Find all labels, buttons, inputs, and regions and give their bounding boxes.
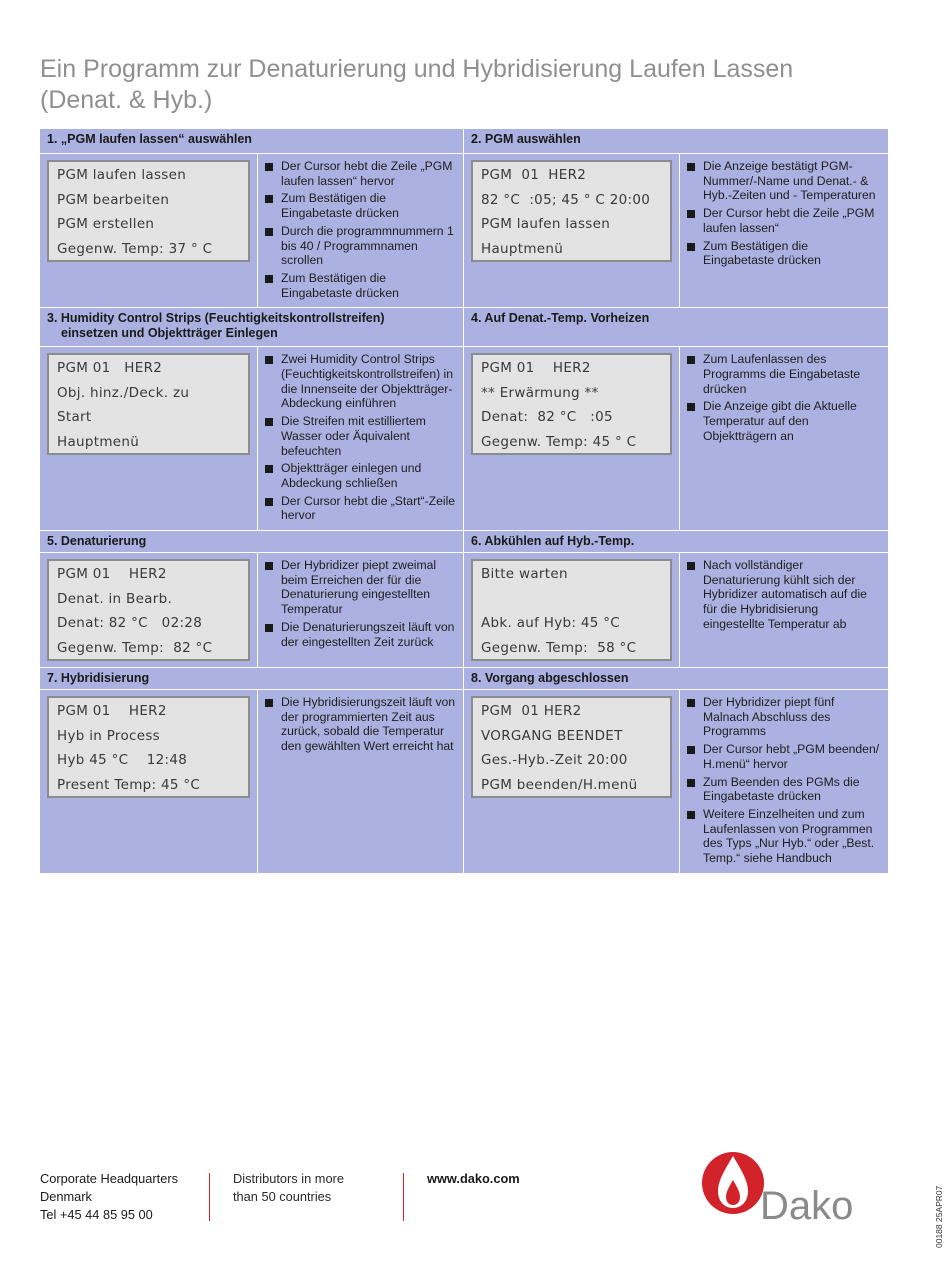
notes-cell bbox=[258, 553, 464, 668]
lcd-display bbox=[471, 696, 672, 798]
display-line: Gegenw. Temp: 37 ° C bbox=[57, 240, 213, 257]
display-line: Denat. in Bearb. bbox=[57, 590, 173, 607]
note-item: Weitere Einzelheiten und zum Laufenlassen von Programmen des Typs „Nur Hyb.“ oder „Best. Temp.“ siehe Handbuch bbox=[686, 807, 881, 866]
step-heading-line-2: einsetzen und Objektträger Einlegen bbox=[61, 326, 278, 341]
display-line: PGM 01 HER2 bbox=[57, 566, 167, 583]
note-item: Zum Beenden des PGMs die Eingabetaste drücken bbox=[686, 775, 881, 804]
lcd-display bbox=[47, 696, 250, 798]
notes-list bbox=[264, 159, 456, 300]
document-number bbox=[925, 1160, 950, 1250]
display-line: PGM 01 HER2 bbox=[481, 360, 591, 377]
header-row bbox=[40, 308, 889, 347]
title-line-2: (Denat. & Hyb.) bbox=[40, 86, 213, 114]
footer-divider bbox=[209, 1173, 210, 1221]
display-cell bbox=[40, 154, 258, 308]
notes-cell bbox=[680, 154, 889, 308]
note-item: Zum Bestätigen die Eingabetaste drücken bbox=[686, 239, 881, 268]
display-cell bbox=[464, 553, 680, 668]
note-item: Der Cursor hebt die „Start“-Zeile hervor bbox=[264, 494, 456, 523]
hq-label: Corporate Headquarters bbox=[40, 1171, 178, 1186]
notes-list bbox=[264, 352, 456, 523]
content-row bbox=[40, 154, 889, 308]
website-link[interactable]: www.dako.com bbox=[427, 1171, 520, 1186]
note-item: Die Hybridisierungszeit läuft von der programmierten Zeit aus zurück, sobald die Temperatur den gewählten Wert erreicht hat bbox=[264, 695, 456, 754]
display-cell bbox=[40, 347, 258, 531]
note-item: Die Anzeige bestätigt PGM-Nummer/-Name und Denat.- & Hyb.-Zeiten und - Temperaturen bbox=[686, 159, 881, 203]
display-line: Bitte warten bbox=[481, 566, 568, 583]
note-item: Der Cursor hebt die Zeile „PGM laufen lassen“ hervor bbox=[264, 159, 456, 188]
display-line: PGM 01 HER2 bbox=[57, 360, 163, 377]
display-line: PGM bearbeiten bbox=[57, 191, 170, 208]
notes-list bbox=[686, 159, 881, 268]
notes-list bbox=[264, 695, 456, 754]
header-row bbox=[40, 531, 889, 553]
notes-list bbox=[686, 695, 881, 866]
display-line: ** Erwärmung ** bbox=[481, 384, 599, 401]
notes-cell bbox=[680, 347, 889, 531]
hq-country: Denmark bbox=[40, 1189, 92, 1204]
notes-list bbox=[686, 558, 881, 632]
notes-list bbox=[264, 558, 456, 649]
notes-cell bbox=[258, 690, 464, 874]
doc-number-text: 00188 25APR07 bbox=[934, 1185, 944, 1248]
display-line: Gegenw. Temp: 45 ° C bbox=[481, 433, 637, 450]
logo-text: Dako bbox=[760, 1184, 854, 1226]
step-heading: 6. Abkühlen auf Hyb.-Temp. bbox=[464, 531, 889, 553]
display-line: 82 °C :05; 45 ° C 20:00 bbox=[481, 191, 651, 208]
display-line: Hauptmenü bbox=[481, 240, 564, 257]
display-line: Abk. auf Hyb: 45 °C bbox=[481, 615, 620, 632]
note-item: Nach vollständiger Denaturierung kühlt sich der Hybridizer automatisch auf die für die Hybridisierung eingestellte Temperatur ab bbox=[686, 558, 881, 632]
note-item: Durch die programmnummern 1 bis 40 / Programmnamen scrollen bbox=[264, 224, 456, 268]
display-line: Gegenw. Temp: 58 °C bbox=[481, 639, 637, 656]
step-heading bbox=[40, 308, 464, 347]
display-line: VORGANG BEENDET bbox=[481, 727, 623, 744]
step-heading: 4. Auf Denat.-Temp. Vorheizen bbox=[464, 308, 889, 347]
display-line: Start bbox=[57, 409, 92, 426]
content-row bbox=[40, 690, 889, 874]
display-line: PGM laufen lassen bbox=[481, 216, 611, 232]
note-item: Die Anzeige gibt die Aktuelle Temperatur auf den Objektträgern an bbox=[686, 399, 881, 443]
display-line bbox=[481, 587, 662, 612]
display-cell bbox=[464, 347, 680, 531]
display-line: Hyb in Process bbox=[57, 727, 161, 744]
display-line: Ges.-Hyb.-Zeit 20:00 bbox=[481, 752, 628, 769]
lcd-display bbox=[47, 160, 250, 262]
note-item: Der Cursor hebt „PGM beenden/ H.menü“ hervor bbox=[686, 742, 881, 771]
note-item: Der Cursor hebt die Zeile „PGM laufen lassen“ bbox=[686, 206, 881, 235]
display-line: PGM 01 HER2 bbox=[481, 703, 582, 720]
notes-cell bbox=[680, 553, 889, 668]
lcd-display bbox=[471, 160, 672, 262]
procedure-table bbox=[39, 128, 889, 874]
note-item: Die Denaturierungszeit läuft von der eingestellten Zeit zurück bbox=[264, 620, 456, 649]
display-line: Obj. hinz./Deck. zu bbox=[57, 384, 190, 401]
display-cell bbox=[40, 553, 258, 668]
content-row bbox=[40, 553, 889, 668]
display-line: Present Temp: 45 °C bbox=[57, 776, 201, 793]
footer-distributors bbox=[233, 1170, 344, 1206]
note-item: Zwei Humidity Control Strips (Feuchtigkeitskontrollstreifen) in die Innenseite der Objektträger-Abdeckung einführen bbox=[264, 352, 456, 411]
step-heading: 7. Hybridisierung bbox=[40, 668, 464, 690]
display-line: Gegenw. Temp: 82 °C bbox=[57, 639, 213, 656]
display-line: PGM erstellen bbox=[57, 216, 155, 232]
step-heading-line-1: 3. Humidity Control Strips (Feuchtigkeitskontrollstreifen) bbox=[47, 311, 385, 326]
header-row bbox=[40, 668, 889, 690]
note-item: Objektträger einlegen und Abdeckung schließen bbox=[264, 461, 456, 490]
footer-divider bbox=[403, 1173, 404, 1221]
note-item: Zum Bestätigen die Eingabetaste drücken bbox=[264, 271, 456, 300]
display-cell bbox=[464, 154, 680, 308]
dist-line-1: Distributors in more bbox=[233, 1171, 344, 1186]
step-heading: 2. PGM auswählen bbox=[464, 129, 889, 154]
header-row bbox=[40, 129, 889, 154]
note-item: Der Hybridizer piept zweimal beim Erreichen der für die Denaturierung eingestellten Temperatur bbox=[264, 558, 456, 617]
lcd-display bbox=[47, 559, 250, 661]
display-line: Denat: 82 °C 02:28 bbox=[57, 615, 203, 632]
notes-list bbox=[686, 352, 881, 443]
lcd-display bbox=[471, 353, 672, 455]
display-line: Denat: 82 °C :05 bbox=[481, 409, 613, 426]
note-item: Zum Bestätigen die Eingabetaste drücken bbox=[264, 191, 456, 220]
display-line: PGM laufen lassen bbox=[57, 167, 187, 183]
note-item: Der Hybridizer piept fünf Malnach Abschluss des Programms bbox=[686, 695, 881, 739]
notes-cell bbox=[680, 690, 889, 874]
display-cell bbox=[40, 690, 258, 874]
display-line: PGM 01 HER2 bbox=[57, 703, 167, 720]
display-line: Hauptmenü bbox=[57, 433, 140, 450]
page-title bbox=[40, 54, 900, 116]
content-row bbox=[40, 347, 889, 531]
display-cell bbox=[464, 690, 680, 874]
footer-headquarters bbox=[40, 1170, 178, 1224]
step-heading: 8. Vorgang abgeschlossen bbox=[464, 668, 889, 690]
hq-phone: Tel +45 44 85 95 00 bbox=[40, 1207, 153, 1222]
notes-cell bbox=[258, 154, 464, 308]
title-line-1: Ein Programm zur Denaturierung und Hybridisierung Laufen Lassen bbox=[40, 55, 794, 83]
note-item: Die Streifen mit estilliertem Wasser oder Äquivalent befeuchten bbox=[264, 414, 456, 458]
notes-cell bbox=[258, 347, 464, 531]
dako-logo bbox=[700, 1150, 870, 1226]
lcd-display bbox=[471, 559, 672, 661]
step-heading: 5. Denaturierung bbox=[40, 531, 464, 553]
display-line: PGM beenden/H.menü bbox=[481, 776, 638, 793]
display-line: Hyb 45 °C 12:48 bbox=[57, 752, 188, 769]
display-line: PGM 01 HER2 bbox=[481, 167, 587, 183]
step-heading: 1. „PGM laufen lassen“ auswählen bbox=[40, 129, 464, 154]
note-item: Zum Laufenlassen des Programms die Eingabetaste drücken bbox=[686, 352, 881, 396]
dist-line-2: than 50 countries bbox=[233, 1189, 332, 1204]
lcd-display bbox=[47, 353, 250, 455]
